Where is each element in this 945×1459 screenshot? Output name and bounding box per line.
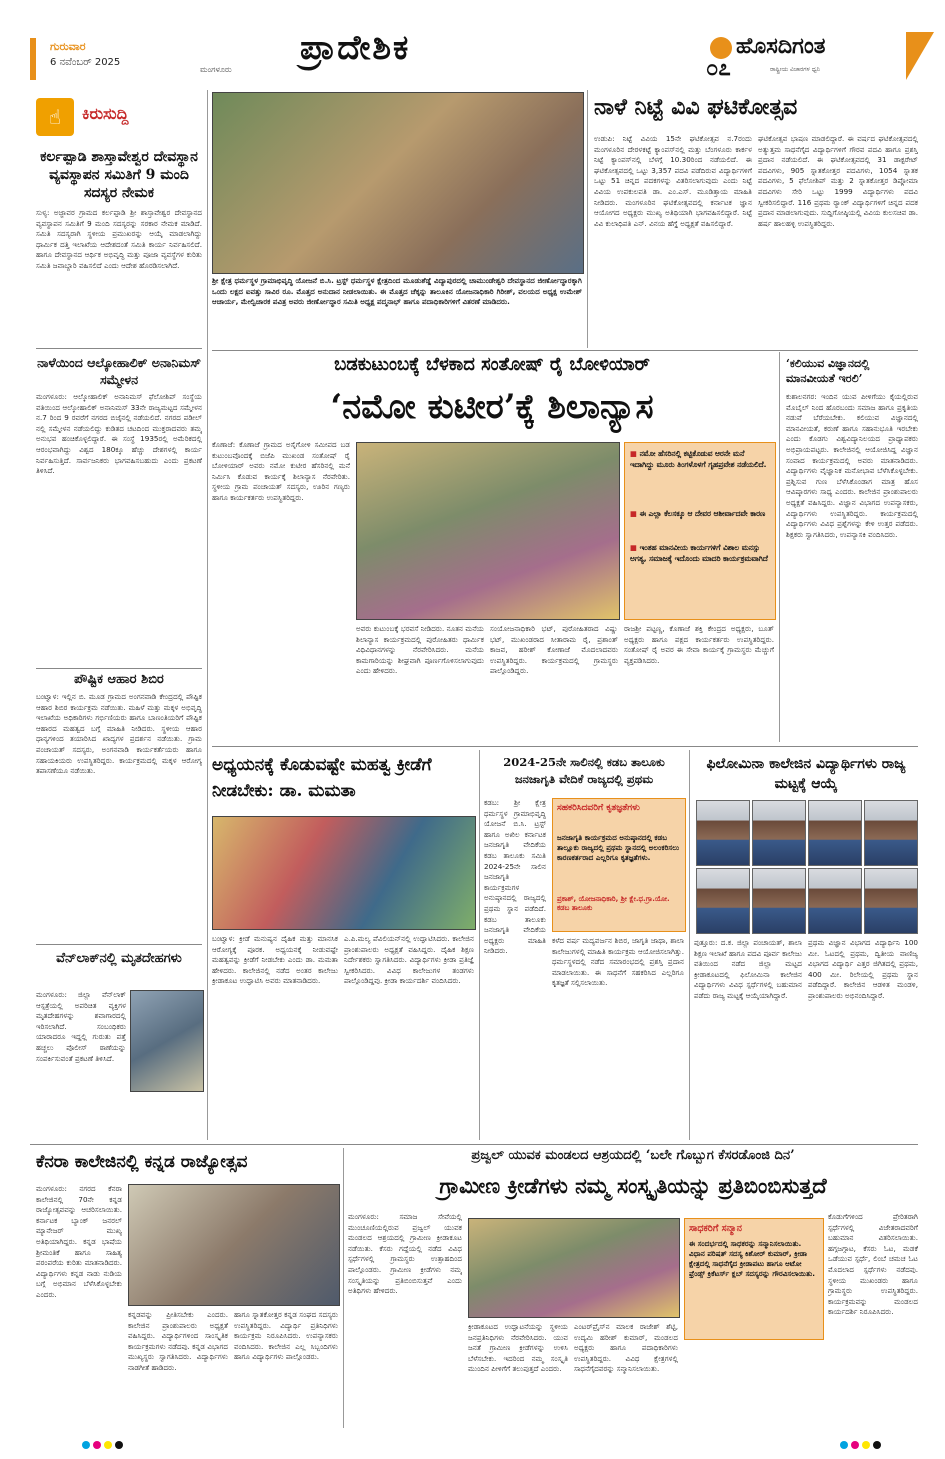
prajwal-col2: ಕ್ರೀಡಾಕೂಟದ ಉದ್ಘಾಟನೆಯನ್ನು ಸ್ಥಳೀಯ ಜನಪ್ರತಿನಿಧಿಗಳು ನೆರವೇರಿಸಿದರು. ಯುವ ಜನತೆ ಗ್ರಾಮೀಣ ಕ್ರೀಡೆಗಳನ್ನು ಉಳಿಸಿ ಬೆಳೆಸಬೇಕು. ಇದರಿಂದ ನಮ್ಮ ಸಂಸ್ಕೃತಿ ಮುಂದಿನ ಪೀಳಿಗೆಗೆ ತಲುಪುತ್ತದೆ ಎಂದರು. — [468, 1322, 568, 1374]
divider — [212, 746, 918, 747]
top-caption: ಶ್ರೀ ಕ್ಷೇತ್ರ ಧರ್ಮಸ್ಥಳ ಗ್ರಾಮಾಭಿವೃದ್ಧಿ ಯೋಜನೆ ಬಿ.ಸಿ. ಟ್ರಸ್ಟ್ ಧರ್ಮಸ್ಥಳ ಕ್ಷೇತ್ರದಿಂದ ಮೂಡುಶೆಡ್ಡೆ ವಿದ್ಯಾಪುರದಲ್ಲಿ ಚಾಮುಂಡೇಶ್ವರಿ ದೇವಸ್ಥಾನದ ಜೀರ್ಣೋದ್ಧಾರಕ್ಕಾಗಿ ಒಂದು ಲಕ್ಷದ ಐವತ್ತು ಸಾವಿರ ರೂ. ಮೊತ್ತದ ಅನುದಾನ ನೀಡಲಾಯಿತು. ಈ ಮೊತ್ತದ ಚೆಕ್ಕನ್ನು ತಾಲೂಕಿನ ಯೋಜನಾಧಿಕಾರಿ ಗಿರೀಶ್, ವಲಯದ ಅಧ್ಯಕ್ಷ ಉಮೇಶ್ ಆಚಾರ್ಯ, ಮೇಲ್ವಿಚಾರಕ ಪವಿತ್ರ ಅವರು ಜೀರ್ಣೋದ್ಧಾರ ಸಮಿತಿ ಅಧ್ಯಕ್ಷ ಪದ್ಮನಾಭ್ ಹಾಗೂ ಪದಾಧಿಕಾರಿಗಳಿಗೆ ವಿತರಣೆ ಮಾಡಿದರು. — [212, 276, 582, 307]
manaviyate-body: ಕುಶಾಲನಗರ: ಇಂದಿನ ಯುವ ಪೀಳಿಗೆಯು ಕೈಯಲ್ಲಿರುವ ಮೊಬೈಲ್ ನಿಂದ ಹೊರಬಂದು ಸಮಾಜ ಹಾಗೂ ಪ್ರಕೃತಿಯ ನಡುವೆ ಬೆರೆಯಬೇಕು. ಕಲಿಯುವ ವಿಜ್ಞಾನದಲ್ಲಿ ಮಾನವೀಯತೆ, ಕರುಣೆ ಹಾಗೂ ಸಹಾನುಭೂತಿ ಇರಬೇಕು ಎಂದು ಕೊಡಗು ವಿಶ್ವವಿದ್ಯಾನಿಲಯದ ಪ್ರಾಧ್ಯಾಪಕರು ಅಭಿಪ್ರಾಯಪಟ್ಟರು. ಕಾಲೇಜಿನಲ್ಲಿ ಆಯೋಜಿಸಿದ್ದ ವಿಜ್ಞಾನ ಸಂವಾದ ಕಾರ್ಯಕ್ರಮದಲ್ಲಿ ಅವರು ಮಾತನಾಡಿದರು. ವಿದ್ಯಾರ್ಥಿಗಳು ವೈಜ್ಞಾನಿಕ ಮನೋಭಾವ ಬೆಳೆಸಿಕೊಳ್ಳಬೇಕು. ಪ್ರಶ್ನಿಸುವ ಗುಣ ಬೆಳೆಸಿಕೊಂಡಾಗ ಮಾತ್ರ ಹೊಸ ಆವಿಷ್ಕಾರಗಳು ಸಾಧ್ಯ ಎಂದರು. ಕಾಲೇಜಿನ ಪ್ರಾಂಶುಪಾಲರು ಅಧ್ಯಕ್ಷತೆ ವಹಿಸಿದ್ದರು. ವಿಜ್ಞಾನ ವಿಭಾಗದ ಉಪನ್ಯಾಸಕರು, ವಿದ್ಯಾರ್ಥಿಗಳು ಉಪಸ್ಥಿತರಿದ್ದರು. ಕಾರ್ಯಕ್ರಮದಲ್ಲಿ ವಿದ್ಯಾರ್ಥಿಗಳು ವಿವಿಧ ಪ್ರಶ್ನೆಗಳನ್ನು ಕೇಳಿ ಉತ್ತರ ಪಡೆದರು. ಶಿಕ್ಷಕರು ಸ್ವಾಗತಿಸಿದರು, ಉಪನ್ಯಾಸಕಿ ವಂದಿಸಿದರು. — [786, 392, 918, 539]
column-rule — [587, 90, 588, 348]
bullet-item — [630, 449, 770, 470]
lead-col3: ಸಂಯೋಜನಾಧಿಕಾರಿ ಭಟ್, ಪುರೋಹಿತರಾದ ವಿಷ್ಣು ಭಟ್, ಮುಖಂಡರಾದ ಸೀತಾರಾಮ ರೈ, ಪ್ರಶಾಂತ್ ಕಾಜವ, ಹರೀಶ್ ಕೋಣಾಜೆ ಮೊದಲಾದವರು ಉಪಸ್ಥಿತರಿದ್ದರು. ಕಾರ್ಯಕ್ರಮದಲ್ಲಿ ಗ್ರಾಮಸ್ಥರು ಪಾಲ್ಗೊಂಡಿದ್ದರು. — [490, 624, 618, 676]
divider — [36, 668, 202, 669]
janajagruti-col2: ಕಳೆದ ವರ್ಷ ಮದ್ಯವರ್ಜನ ಶಿಬಿರ, ಜಾಗೃತಿ ಜಾಥಾ, ಶಾಲಾ ಕಾಲೇಜುಗಳಲ್ಲಿ ಮಾಹಿತಿ ಕಾರ್ಯಕ್ರಮ ಆಯೋಜಿಸಲಾಗಿತ್ತು. ಧರ್ಮಸ್ಥಳದಲ್ಲಿ ನಡೆದ ಸಮಾರಂಭದಲ್ಲಿ ಪ್ರಶಸ್ತಿ ಪ್ರದಾನ ಮಾಡಲಾಯಿತು. ಈ ಸಾಧನೆಗೆ ಸಹಕರಿಸಿದ ಎಲ್ಲರಿಗೂ ಕೃತಜ್ಞತೆ ಸಲ್ಲಿಸಲಾಯಿತು. — [552, 936, 684, 988]
sports-col2: ಎ.ಪಿ.ಮಲ್ಯ ಪೆವಿಲಿಯನ್‌ನಲ್ಲಿ ಉದ್ಘಾಟಿಸಿದರು. ಕಾಲೇಜಿನ ಪ್ರಾಂಶುಪಾಲರು ಅಧ್ಯಕ್ಷತೆ ವಹಿಸಿದ್ದರು. ದೈಹಿಕ ಶಿಕ್ಷಣ ನಿರ್ದೇಶಕರು ಸ್ವಾಗತಿಸಿದರು. ವಿದ್ಯಾರ್ಥಿಗಳು ಕ್ರೀಡಾ ಪ್ರತಿಜ್ಞೆ ಸ್ವೀಕರಿಸಿದರು. ವಿವಿಧ ಕಾಲೇಜುಗಳ ತಂಡಗಳು ಪಾಲ್ಗೊಂಡಿದ್ದವು. ಕ್ರೀಡಾ ಕಾರ್ಯದರ್ಶಿ ವಂದಿಸಿದರು. — [344, 934, 474, 986]
canara-headline: ಕೆನರಾ ಕಾಲೇಜಿನಲ್ಲಿ ಕನ್ನಡ ರಾಜ್ಯೋತ್ಸವ — [36, 1152, 248, 1172]
masthead — [0, 0, 945, 86]
portrait-photo — [130, 990, 204, 1092]
column-rule — [779, 352, 780, 742]
lead-headline: ‘ನಮೋ ಕುಟೀರ’ಕ್ಕೆ ಶಿಲಾನ್ಯಾಸ — [330, 387, 654, 427]
thanks-title: ಸಹಕರಿಸಿದವರಿಗೆ ಕೃತಜ್ಞತೆಗಳು — [557, 803, 640, 813]
brand-logo — [702, 32, 902, 66]
student-portrait — [752, 868, 806, 934]
column-rule — [479, 750, 480, 1140]
canara-col1: ಮಂಗಳೂರು: ನಗರದ ಕೆನರಾ ಕಾಲೇಜಿನಲ್ಲಿ 70ನೇ ಕನ್ನಡ ರಾಜ್ಯೋತ್ಸವವನ್ನು ಆಚರಿಸಲಾಯಿತು. ಕರ್ನಾಟಕ ಬ್ಯಾಂಕ್ ಜನರಲ್ ಮ್ಯಾನೇಜರ್ ಮುಖ್ಯ ಅತಿಥಿಯಾಗಿದ್ದರು. ಕನ್ನಡ ಭಾಷೆಯ ಶ್ರೀಮಂತಿಕೆ ಹಾಗೂ ಸಾಹಿತ್ಯ ಪರಂಪರೆಯ ಕುರಿತು ಮಾತನಾಡಿದರು. ವಿದ್ಯಾರ್ಥಿಗಳು ಕನ್ನಡ ನಾಡು ನುಡಿಯ ಬಗ್ಗೆ ಅಭಿಮಾನ ಬೆಳೆಸಿಕೊಳ್ಳಬೇಕು ಎಂದರು. — [36, 1184, 122, 1299]
bullet-text: ನಮೋ ಹೆಸರಿನಲ್ಲಿ ಕಟ್ಟಿಕೊಡುವ ಆರನೇ ಮನೆ ಇದಾಗಿದ್ದು ಮೂರು ತಿಂಗಳೊಳಗೆ ಗೃಹಪ್ರವೇಶ ನಡೆಯಲಿದೆ. — [630, 449, 767, 469]
masthead-day: ಗುರುವಾರ — [50, 40, 86, 53]
student-portrait — [864, 800, 918, 866]
nitte-col2: ಘಟಿಕೋತ್ಸವ ಭಾಷಣ ಮಾಡಲಿದ್ದಾರೆ. ಈ ವರ್ಷದ ಘಟಿಕೋತ್ಸವದಲ್ಲಿ ಅತ್ಯುತ್ತಮ ಸಾಧನೆಗೈದ ವಿದ್ಯಾರ್ಥಿಗಳಿಗೆ ಗೌರವ ಪದವಿ ಹಾಗೂ ಪ್ರಶಸ್ತಿ ಪ್ರದಾನ ನಡೆಯಲಿದೆ. ಈ ಘಟಿಕೋತ್ಸವದಲ್ಲಿ 31 ಡಾಕ್ಟರೇಟ್ ಪದವಿಗಳು, 905 ಸ್ನಾತಕೋತ್ತರ ಪದವಿಗಳು, 1054 ಸ್ನಾತಕ ಪದವಿಗಳು, 5 ಫೆಲೋಶಿಪ್ ಮತ್ತು 2 ಸ್ನಾತಕೋತ್ತರ ಡಿಪ್ಲೋಮಾ ಪದವಿಗಳು ಸೇರಿ ಒಟ್ಟು 1999 ವಿದ್ಯಾರ್ಥಿಗಳು ಪದವಿ ಸ್ವೀಕರಿಸಲಿದ್ದಾರೆ. 116 ಪ್ರಥಮ ರ‍್ಯಾಂಕ್ ವಿದ್ಯಾರ್ಥಿಗಳಿಗೆ ಚಿನ್ನದ ಪದಕ ಪ್ರದಾನ ಮಾಡಲಾಗುವುದು. ಸುದ್ದಿಗೋಷ್ಠಿಯಲ್ಲಿ ವಿವಿಯ ಕುಲಸಚಿವ ಡಾ. ಹರ್ಷ ಹಾಲಹಳ್ಳಿ ಉಪಸ್ಥಿತರಿದ್ದರು. — [758, 134, 918, 228]
story1-body: ಸುಳ್ಯ: ಅಜ್ಜಾವರ ಗ್ರಾಮದ ಕರ್ಲಪ್ಪಾಡಿ ಶ್ರೀ ಶಾಸ್ತಾವೇಶ್ವರ ದೇವಸ್ಥಾನದ ವ್ಯವಸ್ಥಾಪನ ಸಮಿತಿಗೆ 9 ಮಂದಿ ಸದಸ್ಯರನ್ನು ಸರಕಾರ ನೇಮಕ ಮಾಡಿದೆ. ಸಮಿತಿ ಸದಸ್ಯರಾಗಿ ಸ್ಥಳೀಯ ಪ್ರಮುಖರನ್ನು ಆಯ್ಕೆ ಮಾಡಲಾಗಿದ್ದು ಧಾರ್ಮಿಕ ದತ್ತಿ ಇಲಾಖೆಯ ಆದೇಶದಂತೆ ಸಮಿತಿ ಕಾರ್ಯ ನಿರ್ವಹಿಸಲಿದೆ. ಹಾಗೂ ದೇವಸ್ಥಾನದ ಆರ್ಥಿಕ ಅಭಿವೃದ್ಧಿ ಮತ್ತು ಪೂಜಾ ವ್ಯವಸ್ಥೆಗಳ ಕುರಿತು ಸಮಿತಿ ಜವಾಬ್ದಾರಿ ವಹಿಸಲಿದೆ ಎಂದು ಆದೇಶ ಹೊರಡಿಸಲಾಗಿದೆ. — [36, 208, 202, 270]
lead-col4: ರಾಜಶ್ರೀ ಪಟ್ಟಣ್ಣ, ಕೊಣಾಜೆ ಶಕ್ತಿ ಕೇಂದ್ರದ ಅಧ್ಯಕ್ಷರು, ಬೂತ್ ಅಧ್ಯಕ್ಷರು ಹಾಗೂ ಪಕ್ಷದ ಕಾರ್ಯಕರ್ತರು ಉಪಸ್ಥಿತರಿದ್ದರು. ಸಂತೋಷ್ ರೈ ಅವರ ಈ ಸೇವಾ ಕಾರ್ಯಕ್ಕೆ ಗ್ರಾಮಸ್ಥರು ಮೆಚ್ಚುಗೆ ವ್ಯಕ್ತಪಡಿಸಿದರು. — [624, 624, 774, 665]
column-rule — [689, 750, 690, 1140]
story2-body: ಮಂಗಳೂರು: ಆಲ್ಕೋಹಾಲಿಕ್ ಅನಾನಿಮಸ್ ಫೆಲೋಶಿಪ್ ಸಂಸ್ಥೆಯ ವತಿಯಿಂದ ಆಲ್ಕೋಹಾಲಿಕ್ ಅನಾನಿಮಸ್ 33ನೇ ರಾಜ್ಯಮಟ್ಟದ ಸಮ್ಮೇಳನ ನ.7 ರಿಂದ 9 ರವರೆಗೆ ನಗರದ ಬಿಜೈನಲ್ಲಿ ನಡೆಯಲಿದೆ. ನಗರದ ಪಡೀಲ್ ನಲ್ಲಿ ಸಮ್ಮೇಳನ ನಡೆಯಲಿದ್ದು ಕುಡಿತದ ಚಟದಿಂದ ಮುಕ್ತರಾದವರು ತಮ್ಮ ಅನುಭವ ಹಂಚಿಕೊಳ್ಳಲಿದ್ದಾರೆ. ಈ ಸಂಸ್ಥೆ 1935ರಲ್ಲಿ ಅಮೆರಿಕದಲ್ಲಿ ಆರಂಭವಾಗಿದ್ದು ವಿಶ್ವದ 180ಕ್ಕೂ ಹೆಚ್ಚು ದೇಶಗಳಲ್ಲಿ ಕಾರ್ಯ ನಿರ್ವಹಿಸುತ್ತಿದೆ. ಸಾರ್ವಜನಿಕರು ಭಾಗವಹಿಸಬಹುದು ಎಂದು ಪ್ರಕಟಣೆ ತಿಳಿಸಿದೆ. — [36, 392, 202, 476]
column-rule — [343, 1148, 344, 1428]
philomena-col2: ಪ್ರಥಮ ವಿಜ್ಞಾನ ವಿಭಾಗದ ವಿದ್ಯಾರ್ಥಿನಿ 100 ಮೀ. ಓಟದಲ್ಲಿ ಪ್ರಥಮ, ದ್ವಿತೀಯ ವಾಣಿಜ್ಯ ವಿಭಾಗದ ವಿದ್ಯಾರ್ಥಿ ಎತ್ತರ ಜಿಗಿತದಲ್ಲಿ ಪ್ರಥಮ, 400 ಮೀ. ರಿಲೇಯಲ್ಲಿ ಪ್ರಥಮ ಸ್ಥಾನ ಪಡೆದಿದ್ದಾರೆ. ಕಾಲೇಜಿನ ಆಡಳಿತ ಮಂಡಳಿ, ಪ್ರಾಂಶುಪಾಲರು ಅಭಿನಂದಿಸಿದ್ದಾರೆ. — [808, 938, 918, 1000]
lead-col1: ಕೊಣಾಜೆ: ಕೊಣಾಜೆ ಗ್ರಾಮದ ಅಸೈಗೋಳಿ ಸಮೀಪದ ಬಡ ಕುಟುಂಬವೊಂದಕ್ಕೆ ಬಿಜೆಪಿ ಮುಖಂಡ ಸಂತೋಷ್ ರೈ ಬೋಳಿಯಾರ್ ಅವರು ನಮೋ ಕುಟೀರ ಹೆಸರಿನಲ್ಲಿ ಮನೆ ನಿರ್ಮಿಸಿ ಕೊಡುವ ಕಾರ್ಯಕ್ಕೆ ಶಿಲಾನ್ಯಾಸ ನೆರವೇರಿತು. ಸ್ಥಳೀಯ ಗ್ರಾಮ ಪಂಚಾಯತ್ ಸದಸ್ಯರು, ಊರಿನ ಗಣ್ಯರು ಹಾಗೂ ಕಾರ್ಯಕರ್ತರು ಉಪಸ್ಥಿತರಿದ್ದರು. — [212, 440, 350, 502]
story4-headline: ವೆನ್‌ಲಾಕ್‌ನಲ್ಲಿ ಮೃತದೇಹಗಳು — [56, 951, 182, 966]
page-number: ೦೭ — [706, 56, 731, 81]
philomena-headline: ಫಿಲೋಮಿನಾ ಕಾಲೇಜಿನ ವಿದ್ಯಾರ್ಥಿಗಳು ರಾಜ್ಯ ಮಟ್ಟಕ್ಕೆ ಆಯ್ಕೆ — [706, 756, 906, 792]
bullet-icon: ■ — [630, 449, 640, 458]
kirusuddi-badge — [36, 98, 196, 136]
student-portrait — [752, 800, 806, 866]
student-portrait — [808, 800, 862, 866]
divider — [212, 350, 918, 351]
student-portrait — [808, 868, 862, 934]
divider — [36, 944, 202, 945]
sanmana-body: ಈ ಸಂದರ್ಭದಲ್ಲಿ ಸಾಧಕರನ್ನು ಸನ್ಮಾನಿಸಲಾಯಿತು. ವಿಧಾನ ಪರಿಷತ್ ಸದಸ್ಯ ಕಿಶೋರ್ ಕುಮಾರ್, ಕ್ರೀಡಾ ಕ್ಷೇತ್ರದಲ್ಲಿ ಸಾಧನೆಗೈದ ಕ್ರೀಡಾಪಟು ಹಾಗೂ ಆಟೋ ಫ್ರೆಂಡ್ಸ್ ಕ್ರಿಕೆಟರ್ಸ್ ಕ್ಲಬ್ ಸದಸ್ಯರನ್ನು ಗೌರವಿಸಲಾಯಿತು. — [689, 1239, 815, 1278]
section-title: ಪ್ರಾದೇಶಿಕ — [300, 28, 411, 68]
thanks-box — [552, 798, 686, 932]
divider — [30, 1144, 918, 1145]
student-portrait — [696, 868, 750, 934]
masthead-place: ಮಂಗಳೂರು — [200, 65, 232, 74]
hand-icon: ☝ — [36, 98, 74, 136]
janajagruti-col1: ಕಡಬ: ಶ್ರೀ ಕ್ಷೇತ್ರ ಧರ್ಮಸ್ಥಳ ಗ್ರಾಮಾಭಿವೃದ್ಧಿ ಯೋಜನೆ ಬಿ.ಸಿ. ಟ್ರಸ್ಟ್ ಹಾಗೂ ಅಖಿಲ ಕರ್ನಾಟಕ ಜನಜಾಗೃತಿ ವೇದಿಕೆಯ ಕಡಬ ತಾಲೂಕು ಸಮಿತಿ 2024-25ನೇ ಸಾಲಿನ ಜನಜಾಗೃತಿ ಕಾರ್ಯಕ್ರಮಗಳ ಅನುಷ್ಠಾನದಲ್ಲಿ ರಾಜ್ಯದಲ್ಲಿ ಪ್ರಥಮ ಸ್ಥಾನ ಪಡೆದಿದೆ. ಕಡಬ ತಾಲೂಕು ಜನಜಾಗೃತಿ ವೇದಿಕೆಯ ಅಧ್ಯಕ್ಷರು ಮಾಹಿತಿ ನೀಡಿದರು. — [484, 798, 546, 956]
prajwal-col3: ಎಂಟರ್‌ಪ್ರೈಸ್‌ನ ಮಾಲಕ ರಾಜೇಶ್ ಶೆಟ್ಟಿ, ಉದ್ಯಮಿ ಹರೀಶ್ ಕುಮಾರ್, ಮಂಡಲದ ಅಧ್ಯಕ್ಷರು ಹಾಗೂ ಪದಾಧಿಕಾರಿಗಳು ಉಪಸ್ಥಿತರಿದ್ದರು. ವಿವಿಧ ಕ್ಷೇತ್ರಗಳಲ್ಲಿ ಸಾಧನೆಗೈದವರನ್ನು ಸನ್ಮಾನಿಸಲಾಯಿತು. — [574, 1322, 678, 1374]
bullet-item — [630, 509, 770, 520]
canara-col2: ಕನ್ನಡವನ್ನು ಪ್ರೀತಿಸಬೇಕು ಎಂದರು. ಕಾಲೇಜಿನ ಪ್ರಾಂಶುಪಾಲರು ಅಧ್ಯಕ್ಷತೆ ವಹಿಸಿದ್ದರು. ವಿದ್ಯಾರ್ಥಿಗಳಿಂದ ಸಾಂಸ್ಕೃತಿಕ ಕಾರ್ಯಕ್ರಮಗಳು ನಡೆದವು. ಕನ್ನಡ ವಿಭಾಗದ ಮುಖ್ಯಸ್ಥರು ಸ್ವಾಗತಿಸಿದರು. ವಿದ್ಯಾರ್ಥಿಗಳು ನಾಡಗೀತೆ ಹಾಡಿದರು. — [128, 1310, 228, 1372]
prajwal-kicker: ಪ್ರಜ್ವಲ್ ಯುವಕ ಮಂಡಲದ ಆಶ್ರಯದಲ್ಲಿ ‘ಬಲೇ ಗೊಬ್ಬುಗ ಕೆಸರಡೊಂಜಿ ದಿನ’ — [471, 1148, 795, 1163]
story3-headline: ಪೌಷ್ಟಿಕ ಆಹಾರ ಶಿಬಿರ — [74, 672, 164, 687]
lead-photo — [356, 442, 620, 620]
registration-dots — [840, 1434, 884, 1453]
story3-body: ಬಂಟ್ವಾಳ: ಇಲ್ಲಿನ ಬಿ. ಮೂಡ ಗ್ರಾಮದ ಅಂಗನವಾಡಿ ಕೇಂದ್ರದಲ್ಲಿ ಪೌಷ್ಟಿಕ ಆಹಾರ ಶಿಬಿರ ಕಾರ್ಯಕ್ರಮ ನಡೆಯಿತು. ಮಹಿಳೆ ಮತ್ತು ಮಕ್ಕಳ ಅಭಿವೃದ್ಧಿ ಇಲಾಖೆಯ ಅಧಿಕಾರಿಗಳು ಗರ್ಭಿಣಿಯರು ಹಾಗೂ ಬಾಣಂತಿಯರಿಗೆ ಪೌಷ್ಟಿಕ ಆಹಾರದ ಮಹತ್ವದ ಬಗ್ಗೆ ಮಾಹಿತಿ ನೀಡಿದರು. ಸ್ಥಳೀಯ ಆಹಾರ ಧಾನ್ಯಗಳಿಂದ ತಯಾರಿಸಿದ ಖಾದ್ಯಗಳ ಪ್ರದರ್ಶನ ನಡೆಯಿತು. ಗ್ರಾಮ ಪಂಚಾಯತ್ ಸದಸ್ಯರು, ಅಂಗನವಾಡಿ ಕಾರ್ಯಕರ್ತೆಯರು ಹಾಗೂ ಸಹಾಯಕಿಯರು ಉಪಸ್ಥಿತರಿದ್ದರು. ಕಾರ್ಯಕ್ರಮದಲ್ಲಿ ಮಕ್ಕಳ ಆರೋಗ್ಯ ತಪಾಸಣೆಯೂ ನಡೆಯಿತು. — [36, 692, 202, 776]
bullet-text: ಇಂತಹ ಮಾನವೀಯ ಕಾರ್ಯಗಳಿಗೆ ವಿಶಾಲ ಮನಸ್ಸು ಅಗತ್ಯ, ಸಮಾಜಕ್ಕೆ ಇದೊಂದು ಮಾದರಿ ಕಾರ್ಯಕ್ರಮವಾಗಿದೆ — [630, 543, 768, 563]
lead-kicker: ಬಡಕುಟುಂಬಕ್ಕೆ ಬೆಳಕಾದ ಸಂತೋಷ್ ರೈ ಬೋಳಿಯಾರ್ — [334, 354, 650, 375]
bullet-icon: ■ — [630, 543, 640, 552]
brand-name: ಹೊಸದಿಗಂತ — [736, 33, 826, 59]
masthead-corner — [906, 32, 934, 80]
story4-body: ಮಂಗಳೂರು: ಜಿಲ್ಲಾ ವೆನ್‌ಲಾಕ್ ಆಸ್ಪತ್ರೆಯಲ್ಲಿ ಅಪರಿಚಿತ ವ್ಯಕ್ತಿಗಳ ಮೃತದೇಹಗಳನ್ನು ಶವಾಗಾರದಲ್ಲಿ ಇರಿಸಲಾಗಿದೆ. ಸಂಬಂಧಿಕರು ಯಾರಾದರೂ ಇದ್ದಲ್ಲಿ ಗುರುತು ಪತ್ತೆ ಹಚ್ಚಲು ಪೊಲೀಸ್ ಠಾಣೆಯನ್ನು ಸಂಪರ್ಕಿಸುವಂತೆ ಪ್ರಕಟಣೆ ತಿಳಿಸಿದೆ. — [36, 990, 126, 1063]
nitte-headline: ನಾಳೆ ನಿಟ್ಟೆ ವಿವಿ ಘಟಿಕೋತ್ಸವ — [594, 94, 798, 120]
divider — [36, 348, 202, 349]
thanks-sign: ಪ್ರಕಾಶ್, ಯೋಜನಾಧಿಕಾರಿ, ಶ್ರೀ ಕ್ಷೇ.ಧ.ಗ್ರಾ.ಯೋ. ಕಡಬ ತಾಲೂಕು — [557, 895, 670, 912]
story2-headline: ನಾಳೆಯಿಂದ ಆಲ್ಕೋಹಾಲಿಕ್ ಅನಾನಿಮಸ್ ಸಮ್ಮೇಳನ — [37, 355, 201, 387]
prajwal-headline: ಗ್ರಾಮೀಣ ಕ್ರೀಡೆಗಳು ನಮ್ಮ ಸಂಸ್ಕೃತಿಯನ್ನು ಪ್ರತಿಬಿಂಬಿಸುತ್ತದೆ — [439, 1173, 827, 1198]
student-portrait — [864, 868, 918, 934]
philomena-col1: ಪುತ್ತೂರು: ದ.ಕ. ಜಿಲ್ಲಾ ಪಂಚಾಯತ್, ಶಾಲಾ ಶಿಕ್ಷಣ ಇಲಾಖೆ ಹಾಗೂ ಪದವಿ ಪೂರ್ವ ಕಾಲೇಜು ವತಿಯಿಂದ ನಡೆದ ಜಿಲ್ಲಾ ಮಟ್ಟದ ಕ್ರೀಡಾಕೂಟದಲ್ಲಿ ಫಿಲೋಮಿನಾ ಕಾಲೇಜಿನ ವಿದ್ಯಾರ್ಥಿಗಳು ವಿವಿಧ ಸ್ಪರ್ಧೆಗಳಲ್ಲಿ ಬಹುಮಾನ ಪಡೆದು ರಾಜ್ಯ ಮಟ್ಟಕ್ಕೆ ಆಯ್ಕೆಯಾಗಿದ್ದಾರೆ. — [694, 938, 802, 1000]
sanmana-box — [684, 1218, 824, 1340]
janajagruti-headline: 2024-25ನೇ ಸಾಲಿನಲ್ಲಿ ಕಡಬ ತಾಲೂಕು ಜನಜಾಗೃತಿ ವೇದಿಕೆ ರಾಜ್ಯದಲ್ಲಿ ಪ್ರಥಮ — [503, 755, 665, 786]
manaviyate-headline: ‘ಕಲಿಯುವ ವಿಜ್ಞಾನದಲ್ಲಿ ಮಾನವೀಯತೆ ಇರಲಿ’ — [786, 357, 870, 385]
sports-headline: ಅಧ್ಯಯನಕ್ಕೆ ಕೊಡುವಷ್ಟೇ ಮಹತ್ವ ಕ್ರೀಡೆಗೆ ನೀಡಬೇಕು: ಡಾ. ಮಮತಾ — [212, 755, 432, 801]
canara-col3: ಹಾಗೂ ಸ್ನಾತಕೋತ್ತರ ಕನ್ನಡ ಸಂಘದ ಸದಸ್ಯರು ಉಪಸ್ಥಿತರಿದ್ದರು. ವಿದ್ಯಾರ್ಥಿ ಪ್ರತಿನಿಧಿಗಳು ಕಾರ್ಯಕ್ರಮ ನಿರೂಪಿಸಿದರು. ಉಪನ್ಯಾಸಕರು ವಂದಿಸಿದರು. ಕಾಲೇಜಿನ ಎಲ್ಲ ಸಿಬ್ಬಂದಿಗಳು ಹಾಗೂ ವಿದ್ಯಾರ್ಥಿಗಳು ಪಾಲ್ಗೊಂಡರು. — [234, 1310, 338, 1362]
kirusuddi-label: ಕಿರುಸುದ್ದಿ — [82, 104, 129, 123]
registration-dots — [82, 1434, 126, 1453]
bullet-item — [630, 543, 770, 564]
prajwal-col4: ಕೊಡುಗೆಗಳಿಂದ ಪ್ರೇರಿತರಾಗಿ ಸ್ಪರ್ಧೆಗಳಲ್ಲಿ ವಿಜೇತರಾದವರಿಗೆ ಬಹುಮಾನ ವಿತರಿಸಲಾಯಿತು. ಹಗ್ಗಜಗ್ಗಾಟ, ಕೆಸರು ಓಟ, ಮಡಕೆ ಒಡೆಯುವ ಸ್ಪರ್ಧೆ, ಲಿಂಬೆ ಚಮಚ ಓಟ ಮೊದಲಾದ ಸ್ಪರ್ಧೆಗಳು ನಡೆದವು. ಸ್ಥಳೀಯ ಮುಖಂಡರು ಹಾಗೂ ಗ್ರಾಮಸ್ಥರು ಉಪಸ್ಥಿತರಿದ್ದರು. ಕಾರ್ಯಕ್ರಮವನ್ನು ಮಂಡಲದ ಕಾರ್ಯದರ್ಶಿ ನಿರೂಪಿಸಿದರು. — [828, 1212, 918, 1317]
story1-headline: ಕರ್ಲಪ್ಪಾಡಿ ಶಾಸ್ತಾವೇಶ್ವರ ದೇವಸ್ಥಾನ ವ್ಯವಸ್ಥಾಪನ ಸಮಿತಿಗೆ 9 ಮಂದಿ ಸದಸ್ಯರ ನೇಮಕ — [40, 149, 198, 201]
masthead-date: 6 ನವೆಂಬರ್ 2025 — [50, 57, 121, 68]
bullet-text: ಈ ಎಲ್ಲಾ ಕೆಲಸಕ್ಕೂ ಆ ದೇವರ ಆಶೀರ್ವಾದವೇ ಕಾರಣ — [639, 509, 766, 518]
brand-tag: ರಾಷ್ಟ್ರೀಯ ವಿಚಾರಗಳ ಧ್ವನಿ — [770, 66, 821, 73]
lead-col2: ಅವರು ಕುಟುಂಬಕ್ಕೆ ಭರವಸೆ ನೀಡಿದರು. ನೂತನ ಮನೆಯ ಶಿಲಾನ್ಯಾಸ ಕಾರ್ಯಕ್ರಮದಲ್ಲಿ ಪುರೋಹಿತರು ಧಾರ್ಮಿಕ ವಿಧಿವಿಧಾನಗಳನ್ನು ನೆರವೇರಿಸಿದರು. ಮನೆಯ ಕಾಮಗಾರಿಯನ್ನು ಶೀಘ್ರವಾಗಿ ಪೂರ್ಣಗೊಳಿಸಲಾಗುವುದು ಎಂದು ಹೇಳಿದರು. — [356, 624, 484, 676]
masthead-strip — [30, 38, 36, 80]
top-photo — [212, 92, 584, 274]
bullet-icon: ■ — [630, 509, 640, 518]
prajwal-photo — [468, 1218, 680, 1318]
column-rule — [207, 90, 208, 1140]
nitte-col1: ಉಡುಪಿ: ನಿಟ್ಟೆ ವಿವಿಯ 15ನೇ ಘಟಿಕೋತ್ಸವ ನ.7ರಂದು ಮಂಗಳೂರಿನ ದೇರಳಕಟ್ಟೆ ಕ್ಯಾಂಪಸ್‌ನಲ್ಲಿ ಮತ್ತು ಬೆಂಗಳೂರು ಕಾರ್ಕಳ ನಿಟ್ಟೆ ಕ್ಯಾಂಪಸ್‌ನಲ್ಲಿ ಬೆಳಗ್ಗೆ 10.30ರಿಂದ ನಡೆಯಲಿದೆ. ಈ ಘಟಿಕೋತ್ಸವದಲ್ಲಿ ಒಟ್ಟು 3,357 ಪದವಿ ಪಡೆದಿರುವ ವಿದ್ಯಾರ್ಥಿಗಳಿಗೆ ಒಟ್ಟು 51 ಚಿನ್ನದ ಪದಕಗಳನ್ನು ವಿತರಿಸಲಾಗುವುದು ಎಂದು ನಿಟ್ಟೆ ವಿವಿಯ ಉಪಕುಲಪತಿ ಡಾ. ಎಂ.ಎಸ್. ಮೂಡಿತ್ತಾಯ ಮಾಹಿತಿ ನೀಡಿದರು. ಮಂಗಳೂರಿನ ಘಟಿಕೋತ್ಸವದಲ್ಲಿ ಕರ್ನಾಟಕ ಜ್ಞಾನ ಆಯೋಗದ ಅಧ್ಯಕ್ಷರು ಮುಖ್ಯ ಅತಿಥಿಯಾಗಿ ಭಾಗವಹಿಸಲಿದ್ದಾರೆ. ನಿಟ್ಟೆ ವಿವಿ ಕುಲಾಧಿಪತಿ ಎನ್. ವಿನಯ ಹೆಗ್ಡೆ ಅಧ್ಯಕ್ಷತೆ ವಹಿಸಲಿದ್ದಾರೆ. — [594, 134, 752, 228]
sports-col1: ಬಂಟ್ವಾಳ: ಕ್ರೀಡೆ ಮನುಷ್ಯನ ದೈಹಿಕ ಮತ್ತು ಮಾನಸಿಕ ಆರೋಗ್ಯಕ್ಕೆ ಪೂರಕ. ಅಧ್ಯಯನಕ್ಕೆ ನೀಡುವಷ್ಟೇ ಮಹತ್ವವನ್ನು ಕ್ರೀಡೆಗೆ ನೀಡಬೇಕು ಎಂದು ಡಾ. ಮಮತಾ ಹೇಳಿದರು. ಕಾಲೇಜಿನಲ್ಲಿ ನಡೆದ ಅಂತರ ಕಾಲೇಜು ಕ್ರೀಡಾಕೂಟ ಉದ್ಘಾಟಿಸಿ ಅವರು ಮಾತನಾಡಿದರು. — [212, 934, 338, 986]
sports-photo — [212, 816, 476, 930]
sanmana-title: ಸಾಧಕರಿಗೆ ಸನ್ಮಾನ — [689, 1223, 742, 1234]
thanks-body: ಜನಜಾಗೃತಿ ಕಾರ್ಯಕ್ರಮದ ಅನುಷ್ಠಾನದಲ್ಲಿ ಕಡಬ ತಾಲ್ಲೂಕು ರಾಜ್ಯದಲ್ಲಿ ಪ್ರಥಮ ಸ್ಥಾನದಲ್ಲಿ ಅಲಂಕರಿಸಲು ಕಾರಣಕರ್ತರಾದ ಎಲ್ಲರಿಗೂ ಕೃತಜ್ಞತೆಗಳು. — [557, 833, 680, 862]
prajwal-col1: ಮಂಗಳೂರು: ಸಮಾಜ ಸೇವೆಯಲ್ಲಿ ಮುಂಚೂಣಿಯಲ್ಲಿರುವ ಪ್ರಜ್ವಲ್ ಯುವಕ ಮಂಡಲದ ಆಶ್ರಯದಲ್ಲಿ ಗ್ರಾಮೀಣ ಕ್ರೀಡಾಕೂಟ ನಡೆಯಿತು. ಕೆಸರು ಗದ್ದೆಯಲ್ಲಿ ನಡೆದ ವಿವಿಧ ಸ್ಪರ್ಧೆಗಳಲ್ಲಿ ಗ್ರಾಮಸ್ಥರು ಉತ್ಸಾಹದಿಂದ ಪಾಲ್ಗೊಂಡರು. ಗ್ರಾಮೀಣ ಕ್ರೀಡೆಗಳು ನಮ್ಮ ಸಂಸ್ಕೃತಿಯನ್ನು ಪ್ರತಿಬಿಂಬಿಸುತ್ತವೆ ಎಂದು ಅತಿಥಿಗಳು ಹೇಳಿದರು. — [348, 1212, 462, 1296]
student-portrait — [696, 800, 750, 866]
canara-photo — [128, 1184, 340, 1306]
lead-bullets-box — [624, 442, 776, 620]
